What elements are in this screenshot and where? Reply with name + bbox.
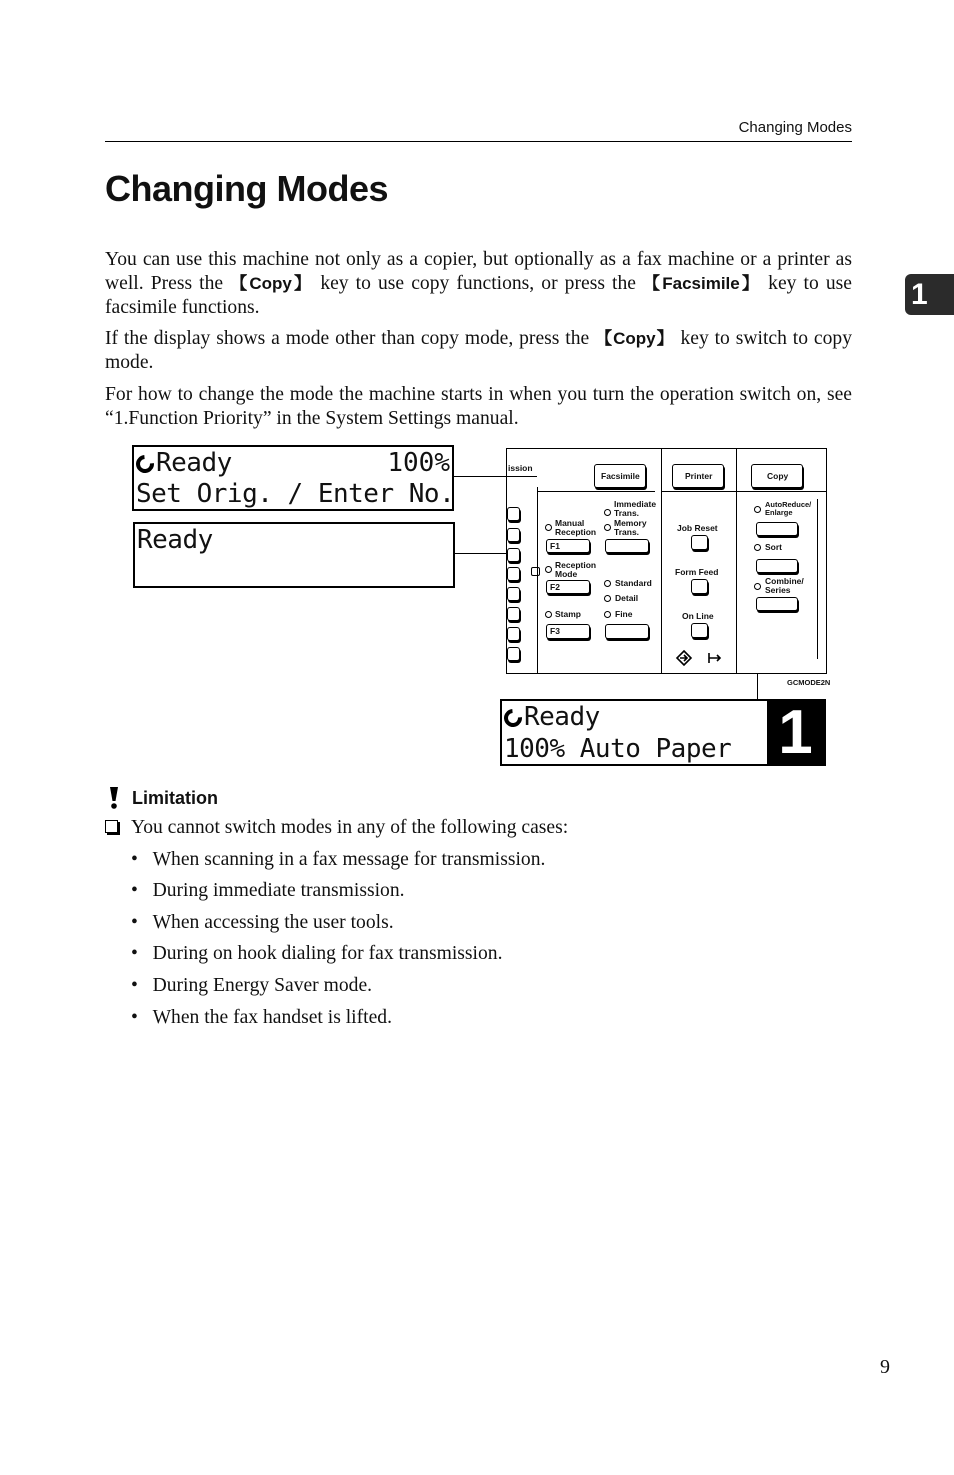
list-item: • When the fax handset is lifted. <box>131 1007 392 1028</box>
immediate-trans-label: Immediate Trans. <box>614 499 657 518</box>
panel-side-key[interactable] <box>507 647 520 661</box>
display-line2: Set Orig. / Enter No. <box>136 479 455 509</box>
display-line2: 100% Auto Paper <box>504 734 732 764</box>
manual-reception-label: Manual Reception <box>555 518 597 537</box>
list-item: • When scanning in a fax message for transmission. <box>131 849 546 870</box>
printer-label: Printer <box>685 471 713 481</box>
combine-led <box>754 583 761 590</box>
panel-side-key[interactable] <box>507 587 520 601</box>
panel-side-key[interactable] <box>507 528 520 542</box>
panel-side-key[interactable] <box>507 548 520 562</box>
checkbox-icon <box>105 820 118 833</box>
running-header: Changing Modes <box>738 119 852 136</box>
figure-code: GCMODE2N <box>787 678 831 687</box>
ready-icon <box>500 705 525 730</box>
on-line-button[interactable] <box>691 623 708 638</box>
paragraph-text: key to switch to copy mode. <box>105 328 852 373</box>
copy-button[interactable] <box>751 464 803 488</box>
limitation-title: Limitation <box>132 788 218 808</box>
job-reset-label: Job Reset <box>677 523 718 533</box>
list-item: • During immediate transmission. <box>131 880 405 901</box>
display-ratio: 100% <box>387 448 450 478</box>
paragraph-text: If the display shows a mode other than copy mode, press the <box>105 328 596 349</box>
autoreduce-button[interactable] <box>756 522 798 536</box>
standard-label: Standard <box>615 578 652 588</box>
reception-mode-label: Reception Mode <box>555 560 597 579</box>
paragraph-switch <box>105 327 852 375</box>
detail-label: Detail <box>615 593 639 603</box>
immediate-trans-led <box>604 509 611 516</box>
list-item: • During on hook dialing for fax transmission. <box>131 943 503 964</box>
display-ready-text: Ready <box>524 702 600 732</box>
on-line-label: On Line <box>682 611 714 621</box>
panel-side-key[interactable] <box>507 607 520 621</box>
copy-key-ref: 【Copy】 <box>595 329 675 348</box>
panel-side-key[interactable] <box>507 507 520 521</box>
copy-key-ref: 【Copy】 <box>230 274 314 293</box>
printer-mode-display <box>133 522 455 588</box>
panel-side-key[interactable] <box>507 627 520 641</box>
f1-button[interactable] <box>546 539 590 553</box>
manual-reception-led <box>545 524 552 531</box>
fine-led <box>604 611 611 618</box>
combine-button[interactable] <box>756 597 798 611</box>
sort-label: Sort <box>765 542 782 552</box>
f3-label: F3 <box>550 626 560 636</box>
printer-button[interactable] <box>672 464 724 488</box>
autoreduce-label: AutoReduce/ Enlarge <box>765 500 812 517</box>
form-feed-button[interactable] <box>691 579 708 594</box>
f2-label: F2 <box>550 582 560 592</box>
stamp-label: Stamp <box>555 609 581 619</box>
paragraph-priority: For how to change the mode the machine starts in when you turn the operation switch on, see “1.Function Priority” in the System Settings manual. <box>105 384 852 429</box>
resolution-button[interactable] <box>605 624 649 639</box>
ready-icon <box>132 451 157 476</box>
f2-button[interactable] <box>546 580 590 594</box>
header-rule <box>105 141 852 142</box>
facsimile-key-ref: 【Facsimile】 <box>643 274 762 293</box>
copy-label: Copy <box>767 471 789 481</box>
sort-led <box>754 544 761 551</box>
detail-led <box>604 595 611 602</box>
facsimile-button[interactable] <box>594 464 646 488</box>
limitation-intro <box>105 817 568 839</box>
sort-button[interactable] <box>756 559 798 573</box>
panel-indicator <box>531 567 540 576</box>
chapter-tab: 1 <box>905 274 954 315</box>
fax-mode-display <box>132 445 454 511</box>
reception-mode-led <box>545 566 552 573</box>
standard-led <box>604 580 611 587</box>
list-item: • During Energy Saver mode. <box>131 975 373 996</box>
display-ready-text: Ready <box>156 448 232 478</box>
paragraph-intro <box>105 248 852 320</box>
tab-arrow-icon <box>707 651 723 665</box>
exclamation-icon <box>107 786 121 810</box>
trans-mode-button[interactable] <box>605 539 649 553</box>
display-ready-text: Ready <box>137 525 213 555</box>
transmission-label: ission <box>508 463 533 473</box>
control-panel <box>506 448 827 674</box>
paragraph-text: You can use this machine not only as a copier, but optionally as a fax machine or a printer as well. Press the <box>105 249 852 294</box>
f3-button[interactable] <box>546 624 590 639</box>
job-reset-button[interactable] <box>691 535 708 550</box>
f1-label: F1 <box>550 541 560 551</box>
fine-label: Fine <box>615 609 633 619</box>
copy-mode-display <box>500 699 826 766</box>
form-feed-label: Form Feed <box>675 567 719 577</box>
paragraph-text: key to use copy functions, or press the <box>313 273 644 294</box>
facsimile-label: Facsimile <box>601 471 640 481</box>
memory-trans-led <box>604 524 611 531</box>
page-title: Changing Modes <box>105 168 388 209</box>
autoreduce-led <box>754 506 761 513</box>
stamp-led <box>545 611 552 618</box>
list-item: • When accessing the user tools. <box>131 912 394 933</box>
combine-label: Combine/ Series <box>765 576 804 595</box>
limitation-intro-text: You cannot switch modes in any of the following cases: <box>131 817 569 838</box>
limitation-heading <box>105 788 218 809</box>
paragraph-text: key to use facsimile functions. <box>105 273 852 318</box>
memory-trans-label: Memory Trans. <box>614 518 647 537</box>
copy-quantity: 1 <box>767 701 824 764</box>
enter-arrow-icon <box>675 649 693 667</box>
panel-side-key[interactable] <box>507 567 520 581</box>
page-number: 9 <box>880 1356 890 1378</box>
